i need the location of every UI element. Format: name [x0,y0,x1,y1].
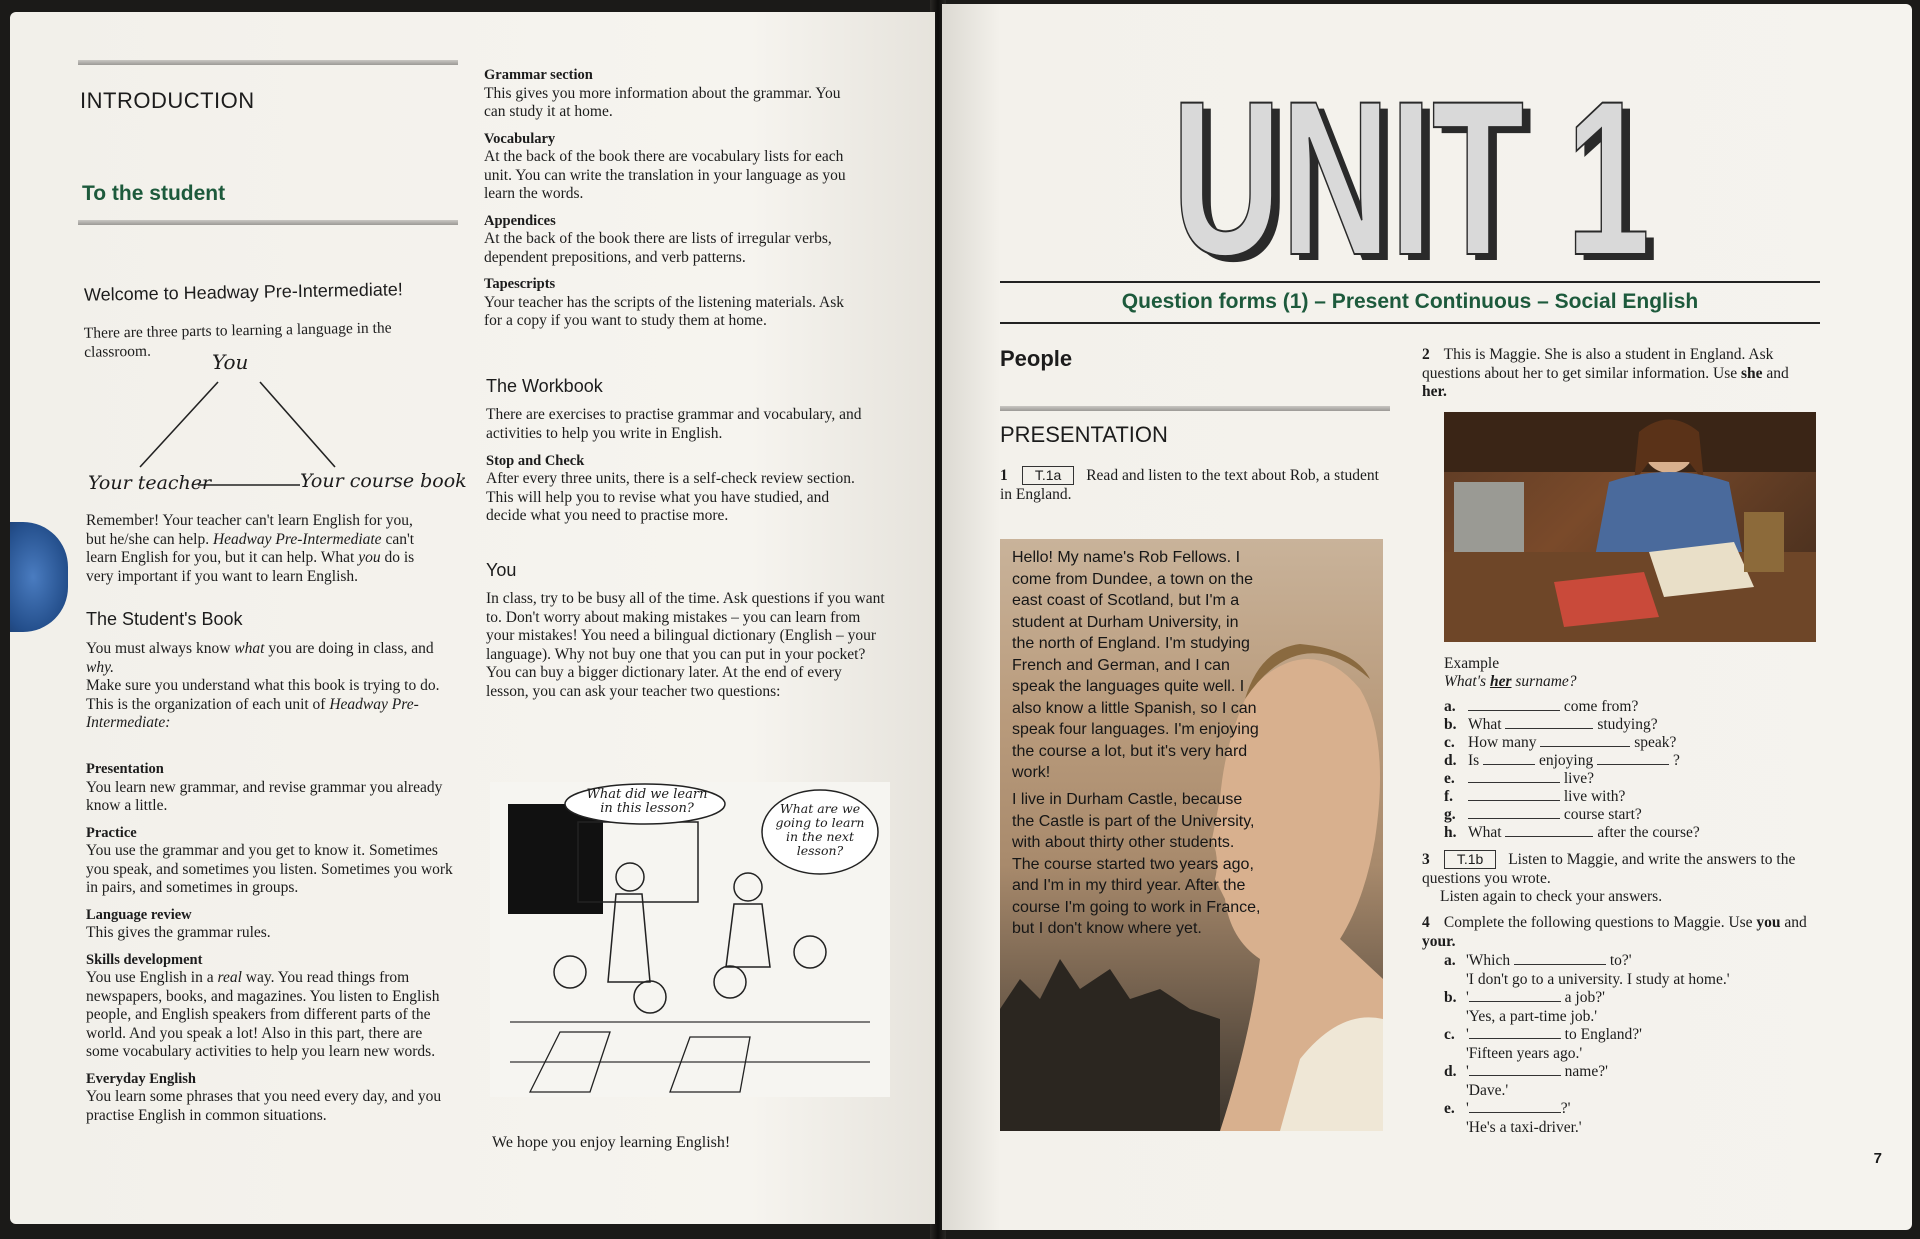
classroom-cartoon [490,782,890,1097]
dialog-d [1444,1063,1824,1082]
sb-text-4: This is the organization of each unit of [86,695,326,713]
exercise-4-you: you [1756,914,1781,931]
closing-line: We hope you enjoy learning English! [492,1134,731,1151]
speech-bubble-1: What did we learn in this lesson? [586,787,708,816]
section-title-appendices: Appendices [484,212,556,229]
unit-title-graphic [1172,64,1672,269]
exercise-4-your: your. [1422,932,1456,950]
dialog-e-answer: 'He's a taxi-driver.' [1466,1118,1582,1136]
remember-text-1: Remember! Your teacher can't learn English for you, but he/she can help. [86,512,413,548]
remember-book-title: Headway Pre-Intermediate [212,530,382,548]
tape-label-1b: T.1b [1444,850,1496,869]
blue-object [10,522,68,632]
maggie-photo [1444,412,1816,642]
exercise-2-text: This is Maggie. She is also a student in England. Ask questions about her to get similar information. Use [1422,346,1774,382]
workbook-heading: The Workbook [486,376,603,396]
dialog-a-label: a. [1444,952,1456,969]
presentation-heading: PRESENTATION [1000,422,1168,447]
section-text-skills [86,969,456,1062]
exercise-3-number: 3 [1422,851,1430,868]
question-a [1444,698,1638,716]
exercise-2-and: and [1766,364,1789,382]
example-q-her: her [1489,673,1512,690]
dialog-e [1444,1100,1824,1119]
question-a-label: a. [1444,698,1456,715]
sub-rule [78,220,458,225]
question-e [1444,770,1594,788]
question-g-label: g. [1444,806,1456,823]
maggie-photo-scene [1444,412,1816,642]
question-d-label: d. [1444,752,1457,769]
blank[interactable] [1469,1063,1561,1076]
section-title-skills: Skills development [86,951,203,968]
question-d-mid: enjoying [1538,752,1594,769]
stop-check-title: Stop and Check [486,453,585,469]
blank[interactable] [1469,1100,1561,1113]
exercise-4-number: 4 [1422,914,1430,931]
question-a-end: come from? [1563,698,1639,715]
sb-text-1: You must always know [86,640,231,657]
unit-sections [86,760,456,1125]
page-heading: INTRODUCTION [80,88,255,113]
question-h [1444,824,1700,842]
section-title-language-review: Language review [86,906,192,923]
dialog-c-q2: to England?' [1564,1026,1642,1043]
exercise-2 [1422,346,1817,402]
remember-text-3: do is very important if you want to learn English. [86,549,415,585]
exercise-1-number: 1 [1000,467,1008,484]
exercise-4 [1422,914,1822,951]
blank[interactable] [1469,989,1561,1002]
remember-text-2: can't learn English for you, but it can help. What [86,530,415,566]
rob-text-1: Hello! My name's Rob Fellows. I come from Dundee, a town on the east coast of Scotland, but I'm a student at Durham University, in the north of England. I'm studying French and German, and I can speak the languages quite well. I also know a little Spanish, so I can speak four languages. I'm enjoying the course a lot, but it's very hard work! [1012,549,1259,781]
unit-subtitle: Question forms (1) – Present Continuous – Social English [1121,290,1699,313]
sb-why: why. [86,658,114,676]
stop-check-text: After every three units, there is a self-check review section. This will help you to revise what you have studied, and decide what you need to practise more. [486,470,855,524]
workbook-text: There are exercises to practise grammar and vocabulary, and activities to help you write in English. [486,406,862,442]
students-book-paragraph [86,640,446,733]
example-question [1444,673,1577,692]
blank[interactable] [1468,698,1560,711]
question-d [1444,752,1680,770]
tape-label-1a: T.1a [1022,466,1074,485]
students-book-heading: The Student's Book [86,609,243,629]
section-text-everyday: You learn some phrases that you need every day, and you practise English in common situations. [86,1088,442,1124]
blank[interactable] [1469,1026,1561,1039]
blank[interactable] [1505,824,1593,837]
parts-text: There are three parts to learning a language in the classroom. [83,319,392,361]
dialog-list [1444,952,1824,1137]
presentation-rule [1000,406,1390,411]
dialog-d-q1: ' [1466,1063,1469,1080]
question-d-end: ? [1672,752,1680,769]
you-heading: You [486,560,517,580]
blank[interactable] [1505,716,1593,729]
svg-text:UNIT 1: UNIT 1 [1180,64,1658,269]
question-c [1444,734,1676,752]
blank[interactable] [1483,752,1535,765]
triangle-you: You [212,350,249,374]
dialog-b-label: b. [1444,989,1457,1006]
example-label: Example [1444,655,1500,672]
dialog-e-label: e. [1444,1100,1455,1117]
dialog-a-q2: to?' [1609,952,1632,969]
left-page [10,12,935,1224]
question-e-label: e. [1444,770,1455,787]
blank[interactable] [1514,952,1606,965]
section-text-tapescripts: Your teacher has the scripts of the listening materials. Ask for a copy if you want to study them at home. [484,293,845,329]
skills-text-1: You use English in a [86,969,214,986]
dialog-b [1444,989,1824,1008]
example-q-2: surname? [1515,673,1577,690]
question-h-end: after the course? [1597,824,1700,841]
exercise-1-text: Read and listen to the text about Rob, a student in England. [1000,467,1379,503]
dialog-e-q1: ' [1466,1100,1469,1117]
question-f-label: f. [1444,788,1454,805]
welcome-heading: Welcome to Headway Pre-Intermediate! [83,279,403,305]
dialog-c [1444,1026,1824,1045]
rob-photo [1000,539,1383,1131]
blank[interactable] [1468,770,1560,783]
dialog-d-q2: name?' [1564,1063,1608,1080]
question-h-start: What [1468,824,1502,841]
section-text-presentation: You learn new grammar, and revise grammar you already know a little. [86,778,443,814]
dialog-a-q1: 'Which [1466,952,1511,969]
blank[interactable] [1468,806,1560,819]
question-g [1444,806,1642,824]
exercise-2-she: she [1740,364,1763,382]
question-c-start: How many [1468,734,1537,751]
question-e-end: live? [1563,770,1594,787]
exercise-4-text: Complete the following questions to Maggie. Use [1443,914,1753,931]
remember-you: you [358,549,381,566]
section-text-language-review: This gives the grammar rules. [86,924,271,941]
exercise-3-text: Listen to Maggie, and write the answers to the questions you wrote. [1422,851,1796,887]
dialog-b-q1: ' [1466,989,1469,1006]
sb-text-2: you are doing in class, and [268,640,434,657]
dialog-b-answer: 'Yes, a part-time job.' [1466,1007,1598,1025]
question-b [1444,716,1658,734]
exercise-2-her: her. [1422,383,1447,400]
dialog-c-q1: ' [1466,1026,1469,1043]
exercise-3-text-2: Listen again to check your answers. [1440,888,1663,905]
example-q-1: What's [1444,673,1487,690]
question-d-start: Is [1468,752,1480,769]
triangle-teacher: Your teacher [88,472,212,494]
sb-book-title: Headway Pre-Intermediate: [86,695,419,731]
back-sections [484,66,864,331]
question-f-end: live with? [1563,788,1626,805]
subtitle-rule-bottom [1000,322,1820,324]
dialog-a [1444,952,1824,971]
skills-real: real [217,969,242,986]
section-title-everyday: Everyday English [86,1070,196,1087]
section-title-practice: Practice [86,824,137,841]
exercise-3 [1422,850,1822,907]
section-text-vocabulary: At the back of the book there are vocabulary lists for each unit. You can write the translation in your language as you learn the words. [484,148,846,202]
section-text-grammar: This gives you more information about the grammar. You can study it at home. [484,84,841,120]
blank[interactable] [1597,752,1669,765]
dialog-d-label: d. [1444,1063,1457,1080]
sb-what: what [234,640,265,657]
section-title-vocabulary: Vocabulary [484,130,556,147]
page-number: 7 [1873,1150,1882,1167]
section-title-grammar: Grammar section [484,67,593,83]
exercise-2-number: 2 [1422,346,1430,363]
exercise-4-and: and [1784,914,1807,931]
section-title-tapescripts: Tapescripts [484,276,556,292]
question-c-label: c. [1444,734,1455,751]
blank[interactable] [1468,788,1560,801]
exercise-1 [1000,466,1380,504]
blank[interactable] [1540,734,1630,747]
section-text-appendices: At the back of the book there are lists of irregular verbs, dependent prepositions, and verb patterns. [484,230,832,266]
question-c-end: speak? [1634,734,1677,751]
dialog-b-q2: a job?' [1564,989,1605,1006]
sb-text-3: Make sure you understand what this book is trying to do. [86,677,440,694]
section-subheading: To the student [82,182,226,205]
dialog-c-label: c. [1444,1026,1455,1043]
subtitle-rule-top [1000,281,1820,283]
dialog-a-answer: 'I don't go to a university. I study at home.' [1466,970,1730,988]
dialog-d-answer: 'Dave.' [1466,1081,1509,1099]
skills-text-2: way. You read things from newspapers, books, and magazines. You listen to English people, and English speakers from different parts of the world. And you speak a lot! Also in this part, there are some vocabulary activities to help you learn new words. [86,969,440,1060]
top-rule [78,60,458,65]
question-h-label: h. [1444,824,1457,841]
speech-bubble-2: What are we going to learn in the next lesson? [775,801,865,858]
section-title-presentation: Presentation [86,761,164,777]
remember-paragraph [86,512,436,586]
question-b-end: studying? [1597,716,1658,733]
question-g-end: course start? [1563,806,1642,823]
question-b-label: b. [1444,716,1457,733]
dialog-c-answer: 'Fifteen years ago.' [1466,1044,1583,1062]
question-f [1444,788,1625,806]
triangle-coursebook: Your course book [300,470,467,492]
question-b-start: What [1468,716,1502,733]
right-page [942,4,1912,1230]
unit-title-text: UNIT 1 [1172,64,1650,269]
section-text-practice: You use the grammar and you get to know it. Sometimes you speak, and sometimes you listen. Sometimes you work in pairs, and sometimes in groups. [86,842,453,896]
you-text: In class, try to be busy all of the time. Ask questions if you want to. Don't worry about making mistakes – you can learn from your mistakes! You need a bilingual dictionary (English – your language). Why not buy one that you can put in your pocket? You can buy a bigger dictionary later. At the end of every lesson, you can ask your teacher two questions: [486,590,885,700]
rob-text-2: I live in Durham Castle, because the Castle is part of the University, with about thirty other students. The course started two years ago, and I'm in my third year. After the course I'm going to work in France, but I don't know where yet. [1012,791,1261,937]
people-heading: People [1000,346,1073,371]
dialog-e-q2: ?' [1560,1100,1571,1117]
